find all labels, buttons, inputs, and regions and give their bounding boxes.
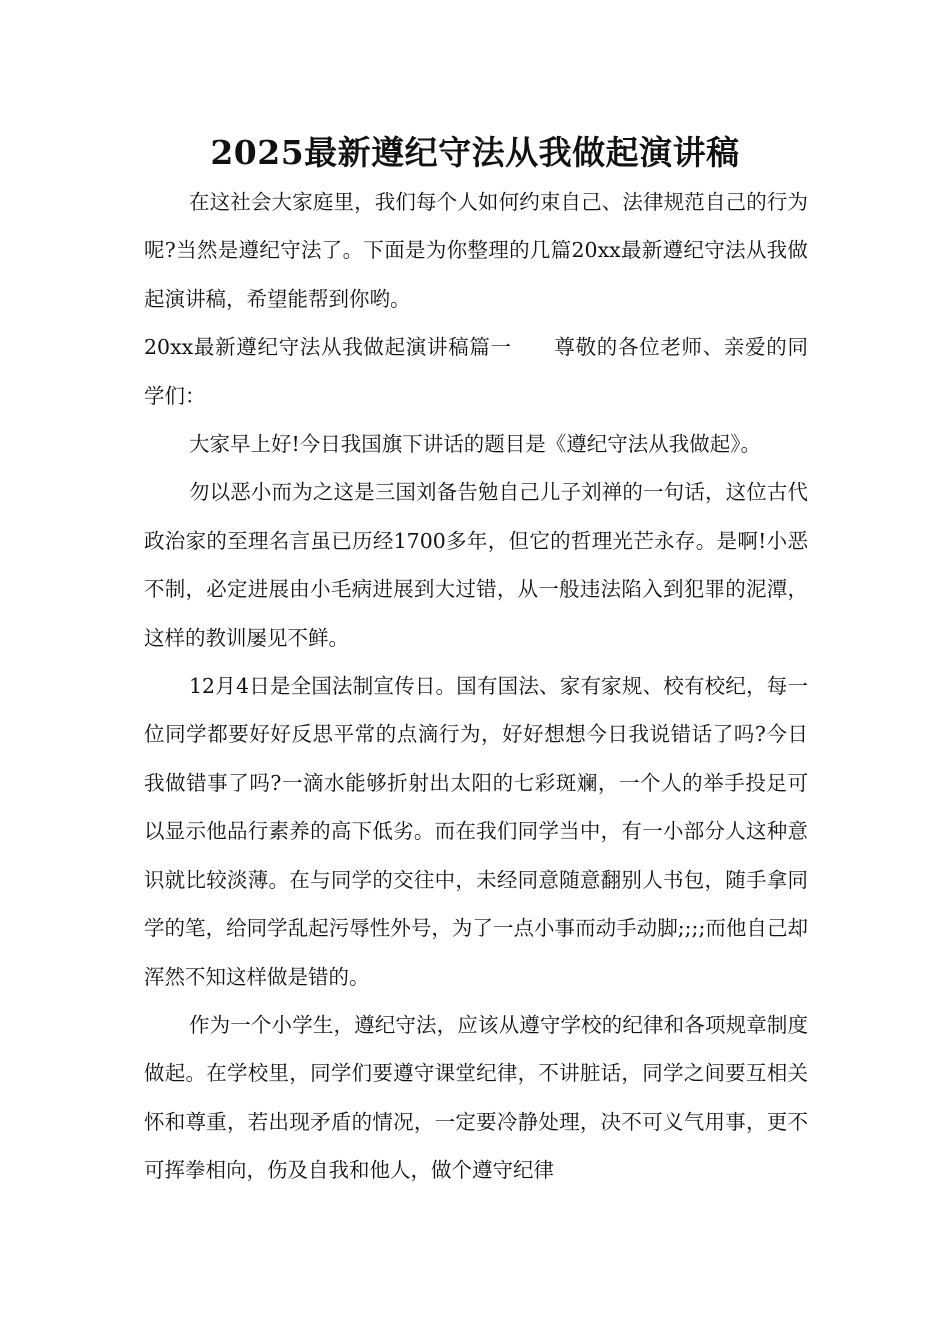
body-paragraph-2: 勿以恶小而为之这是三国刘备告勉自己儿子刘禅的一句话，这位古代政治家的至理名言虽已历经1700多年，但它的哲理光芒永存。是啊!小恶不制，必定进展由小毛病进展到大过错，从一般违法陷入到犯罪的泥潭，这样的教训屡见不鲜。	[144, 480, 808, 650]
body-paragraph-1: 大家早上好!今日我国旗下讲话的题目是《遵纪守法从我做起》。	[189, 432, 761, 457]
document-title: 2025最新遵纪守法从我做起演讲稿	[210, 133, 740, 172]
body-paragraph-3: 12月4日是全国法制宣传日。国有国法、家有家规、校有校纪，每一位同学都要好好反思平常的点滴行为，好好想想今日我说错话了吗?今日我做错事了吗?一滴水能够折射出太阳的七彩斑斓，一个人的举手投足可以显示他品行素养的高下低劣。而在我们同学当中，有一小部分人这种意识就比较淡薄。在与同学的交往中，未经同意随意翻别人书包，随手拿同学的笔，给同学乱起污辱性外号，为了一点小事而动手动脚;;;;而他自己却浑然不知这样做是错的。	[144, 674, 808, 989]
intro-paragraph: 在这社会大家庭里，我们每个人如何约束自己、法律规范自己的行为呢?当然是遵纪守法了。下面是为你整理的几篇20xx最新遵纪守法从我做起演讲稿，希望能帮到你哟。	[144, 190, 808, 311]
body-paragraph-4: 作为一个小学生，遵纪守法，应该从遵守学校的纪律和各项规章制度做起。在学校里，同学们要遵守课堂纪律，不讲脏话，同学之间要互相关怀和尊重，若出现矛盾的情况，一定要冷静处理，决不可义气用事，更不可挥拳相向，伤及自我和他人，做个遵守纪律	[144, 1012, 808, 1183]
section-heading-line	[144, 323, 808, 420]
document-body	[144, 178, 808, 1195]
salutation: 尊敬的各位老师、亲爱的同学们：	[144, 335, 808, 408]
section-heading: 20xx最新遵纪守法从我做起演讲稿篇一	[144, 335, 512, 360]
